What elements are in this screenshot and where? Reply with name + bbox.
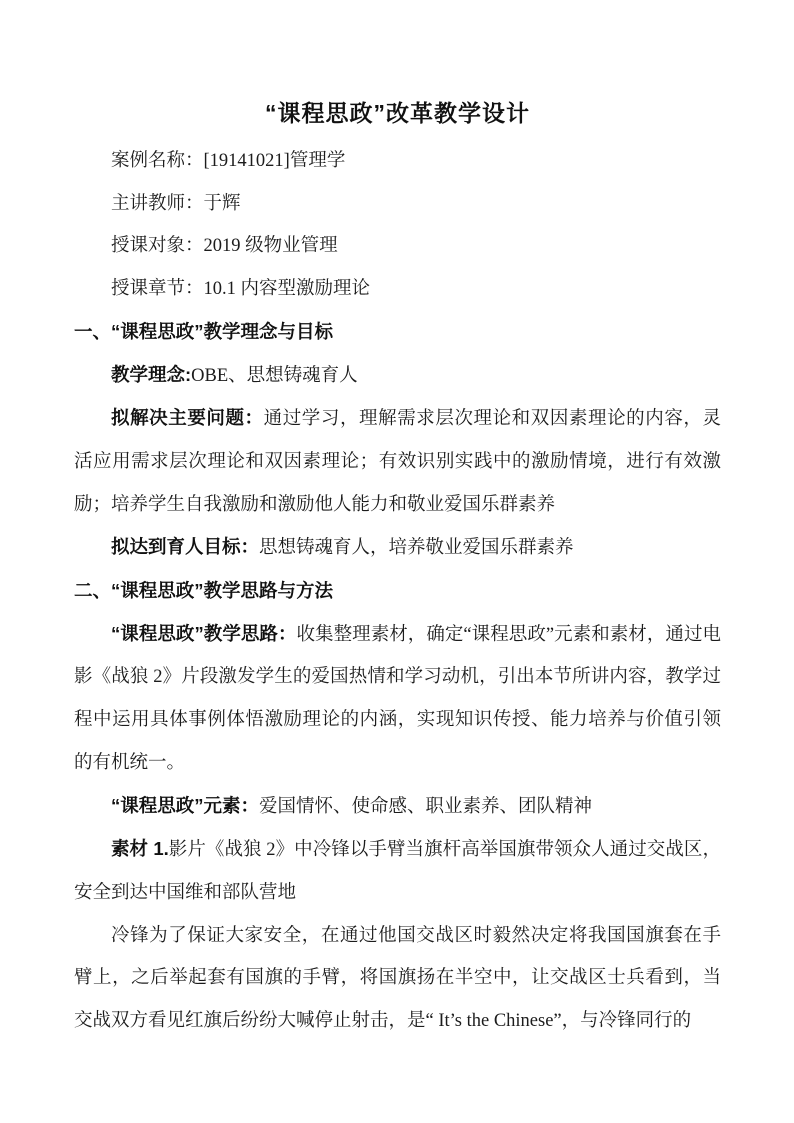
chapter-line [74,268,721,311]
case-name-line [74,140,721,183]
teaching-concept-paragraph [74,354,721,398]
material-1-detail-paragraph [74,915,721,1043]
section-heading-1 [74,311,721,354]
material-1-detail-paragraph-text: 冷锋为了保证大家安全，在通过他国交战区时毅然决定将我国国旗套在手臂上，之后举起套有国旗的手臂，将国旗扬在半空中，让交战区士兵看到，当交战双方看见红旗后纷纷大喊停止射击，是“ It’s the Chinese”，与冷锋同行的 [74,925,721,1032]
education-goal-paragraph-label: 拟达到育人目标： [111,536,260,558]
main-problems-paragraph-label: 拟解决主要问题： [111,407,264,429]
teacher-line [74,183,721,226]
elements-paragraph [74,785,721,829]
elements-paragraph-label: “课程思政”元素： [111,794,260,816]
document-title: “课程思政”改革教学设计 [265,100,530,126]
education-goal-paragraph-text: 思想铸魂育人，培养敬业爱国乐群素养 [259,538,574,559]
audience-line [74,225,721,268]
teaching-concept-paragraph-text: OBE、思想铸魂育人 [191,365,358,386]
section-heading-2-text: 二、“课程思政”教学思路与方法 [74,580,334,602]
main-problems-paragraph-text: 通过学习，理解需求层次理论和双因素理论的内容，灵活应用需求层次理论和双因素理论；有效识别实践中的激励情境，进行有效激励；培养学生自我激励和激励他人能力和敬业爱国乐群素养 [74,409,721,515]
material-1-paragraph [74,828,721,914]
education-goal-paragraph [74,526,721,570]
material-1-paragraph-label: 素材 1. [111,838,169,860]
audience-line-text: 授课对象：2019 级物业管理 [111,236,338,257]
elements-paragraph-text: 爱国情怀、使命感、职业素养、团队精神 [259,796,593,817]
main-problems-paragraph [74,397,721,526]
document-body [74,140,721,1043]
teaching-approach-paragraph [74,613,721,785]
case-name-line-text: 案例名称：[19141021]管理学 [111,151,346,171]
chapter-line-text: 授课章节：10.1 内容型激励理论 [111,279,371,300]
teaching-concept-paragraph-label: 教学理念: [111,363,192,385]
teaching-approach-paragraph-text: 收集整理素材，确定“课程思政”元素和素材，通过电影《战狼 2》片段激发学生的爱国热情和学习动机，引出本节所讲内容，教学过程中运用具体事例体悟激励理论的内涵，实现知识传授、能力培养与价值引领的有机统一。 [74,624,721,773]
teacher-line-text: 主讲教师：于辉 [111,193,241,214]
section-heading-2 [74,570,721,613]
teaching-approach-paragraph-label: “课程思政”教学思路： [111,622,297,644]
section-heading-1-text: 一、“课程思政”教学理念与目标 [74,320,334,342]
material-1-paragraph-text: 影片《战狼 2》中冷锋以手臂当旗杆高举国旗带领众人通过交战区，安全到达中国维和部队营地 [74,840,721,903]
